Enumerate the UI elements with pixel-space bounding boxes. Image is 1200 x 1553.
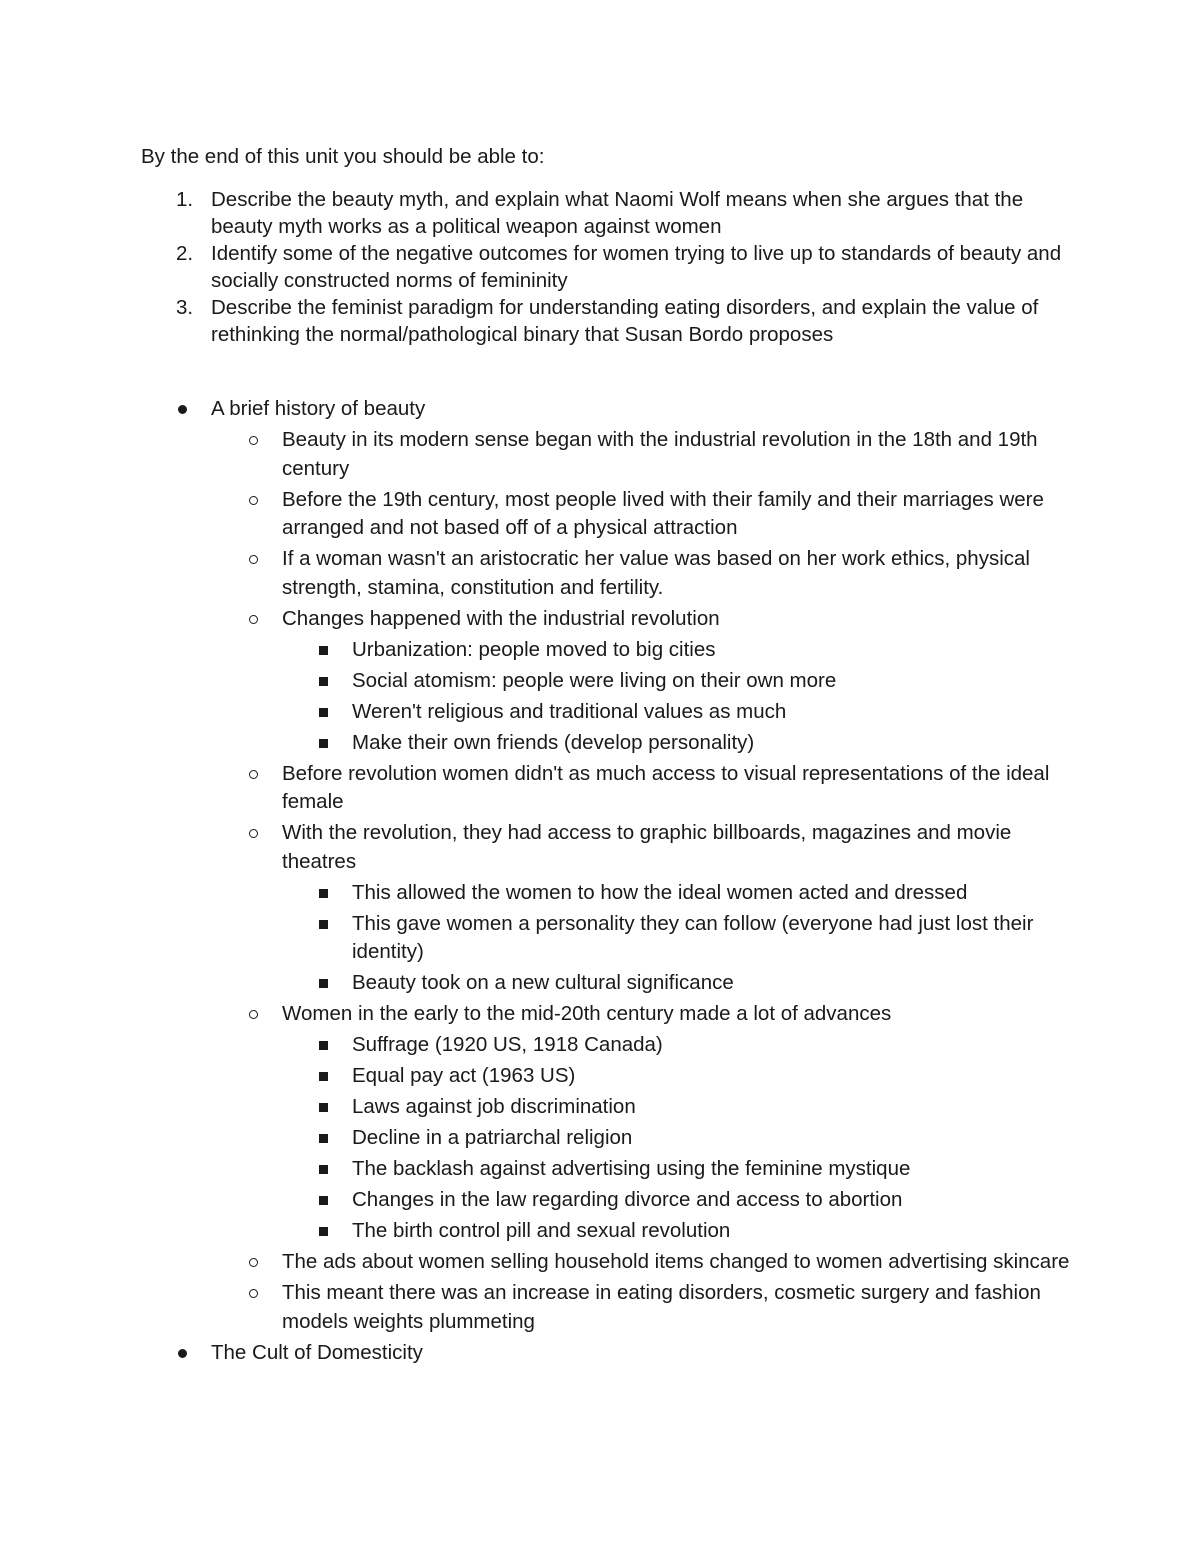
hollow-circle-bullet-icon — [249, 829, 258, 838]
filled-square-bullet-icon — [319, 739, 328, 748]
outline-item-text: Before the 19th century, most people lived with their family and their marriages were arranged and not based off of a physical attraction — [282, 487, 1044, 539]
outline-item-level-2 — [0, 426, 1072, 483]
outline-item-level-3 — [0, 1062, 1072, 1091]
hollow-circle-bullet-icon — [249, 496, 258, 505]
outline-item-text: This gave women a personality they can follow (everyone had just lost their identity) — [352, 911, 1034, 963]
outline-item-level-3 — [0, 1124, 1072, 1153]
outline-item-text: Weren't religious and traditional values as much — [352, 699, 787, 723]
outline-item-level-3 — [0, 910, 1072, 967]
filled-circle-bullet-icon — [178, 1349, 187, 1358]
objective-text: Describe the beauty myth, and explain what Naomi Wolf means when she argues that the beauty myth works as a political weapon against women — [211, 188, 1024, 238]
intro-text: By the end of this unit you should be able to: — [141, 145, 545, 168]
outline-item-level-3 — [0, 969, 1072, 998]
outline-item-text: Changes in the law regarding divorce and access to abortion — [352, 1188, 903, 1211]
filled-square-bullet-icon — [319, 1041, 328, 1050]
outline-item-level-3 — [0, 667, 1072, 696]
objective-number: 1. — [176, 188, 194, 211]
outline-item-text: Beauty took on a new cultural significance — [352, 971, 734, 994]
filled-square-bullet-icon — [319, 920, 328, 929]
outline-item-level-3 — [0, 1093, 1072, 1122]
notes-outline — [0, 395, 1200, 1370]
outline-item-level-2 — [0, 819, 1072, 876]
outline-item-text: Make their own friends (develop personality) — [352, 730, 755, 754]
outline-item-level-2 — [0, 1248, 1072, 1277]
filled-square-bullet-icon — [319, 646, 328, 655]
outline-item-text: A brief history of beauty — [211, 397, 426, 420]
filled-square-bullet-icon — [319, 1227, 328, 1236]
outline-item-text: If a woman wasn't an aristocratic her value was based on her work ethics, physical strength, stamina, constitution and fertility. — [282, 547, 1030, 599]
filled-square-bullet-icon — [319, 1134, 328, 1143]
outline-item-level-3 — [0, 879, 1072, 908]
outline-item-text: Women in the early to the mid-20th century made a lot of advances — [282, 1002, 892, 1025]
objective-item — [141, 240, 1071, 294]
outline-item-text: The backlash against advertising using the feminine mystique — [352, 1157, 911, 1180]
outline-item-level-2 — [0, 486, 1072, 543]
outline-item-level-2 — [0, 545, 1072, 602]
outline-item-level-3 — [0, 1155, 1072, 1184]
objective-number: 3. — [176, 296, 194, 319]
filled-square-bullet-icon — [319, 979, 328, 988]
outline-item-text: The ads about women selling household items changed to women advertising skincare — [282, 1250, 1070, 1273]
hollow-circle-bullet-icon — [249, 436, 258, 445]
outline-item-text: The Cult of Domesticity — [211, 1340, 423, 1364]
outline-item-level-1 — [0, 1339, 1061, 1368]
outline-item-level-3 — [0, 1217, 1072, 1246]
outline-item-text: With the revolution, they had access to graphic billboards, magazines and movie theatres — [282, 821, 1012, 873]
outline-item-text: Changes happened with the industrial revolution — [282, 606, 720, 630]
outline-item-level-3 — [0, 636, 1072, 665]
outline-item-text: Decline in a patriarchal religion — [352, 1126, 633, 1149]
outline-item-text: Beauty in its modern sense began with the industrial revolution in the 18th and 19th century — [282, 428, 1038, 480]
outline-item-text: Suffrage (1920 US, 1918 Canada) — [352, 1033, 663, 1056]
outline-item-text: This meant there was an increase in eating disorders, cosmetic surgery and fashion models weights plummeting — [282, 1281, 1041, 1333]
objective-number: 2. — [176, 242, 194, 265]
filled-square-bullet-icon — [319, 1196, 328, 1205]
outline-item-level-3 — [0, 698, 1072, 727]
outline-item-text: Laws against job discrimination — [352, 1095, 636, 1118]
filled-square-bullet-icon — [319, 889, 328, 898]
outline-item-level-2 — [0, 1279, 1072, 1336]
outline-item-level-1 — [0, 395, 1061, 424]
filled-square-bullet-icon — [319, 708, 328, 717]
hollow-circle-bullet-icon — [249, 770, 258, 779]
outline-item-text: Equal pay act (1963 US) — [352, 1064, 576, 1087]
objective-item — [141, 186, 1071, 240]
outline-item-text: The birth control pill and sexual revolution — [352, 1219, 731, 1242]
outline-item-level-3 — [0, 1186, 1072, 1215]
outline-item-text: This allowed the women to how the ideal women acted and dressed — [352, 880, 968, 904]
outline-item-level-2 — [0, 760, 1072, 817]
filled-circle-bullet-icon — [178, 405, 187, 414]
outline-item-level-3 — [0, 729, 1072, 758]
filled-square-bullet-icon — [319, 1103, 328, 1112]
outline-item-text: Urbanization: people moved to big cities — [352, 637, 716, 661]
filled-square-bullet-icon — [319, 1072, 328, 1081]
objectives-list — [141, 186, 1071, 348]
hollow-circle-bullet-icon — [249, 615, 258, 624]
hollow-circle-bullet-icon — [249, 1289, 258, 1298]
outline-item-level-2 — [0, 605, 1072, 634]
outline-item-text: Before revolution women didn't as much access to visual representations of the ideal female — [282, 761, 1050, 813]
objective-text: Describe the feminist paradigm for understanding eating disorders, and explain the value of rethinking the normal/pathological binary that Susan Bordo proposes — [211, 296, 1039, 346]
hollow-circle-bullet-icon — [249, 1258, 258, 1267]
filled-square-bullet-icon — [319, 677, 328, 686]
hollow-circle-bullet-icon — [249, 1010, 258, 1019]
objective-text: Identify some of the negative outcomes for women trying to live up to standards of beauty and socially constructed norms of femininity — [211, 242, 1062, 292]
outline-item-level-3 — [0, 1031, 1072, 1060]
outline-item-level-2 — [0, 1000, 1072, 1029]
filled-square-bullet-icon — [319, 1165, 328, 1174]
hollow-circle-bullet-icon — [249, 555, 258, 564]
outline-item-text: Social atomism: people were living on their own more — [352, 668, 837, 692]
objective-item — [141, 294, 1071, 348]
